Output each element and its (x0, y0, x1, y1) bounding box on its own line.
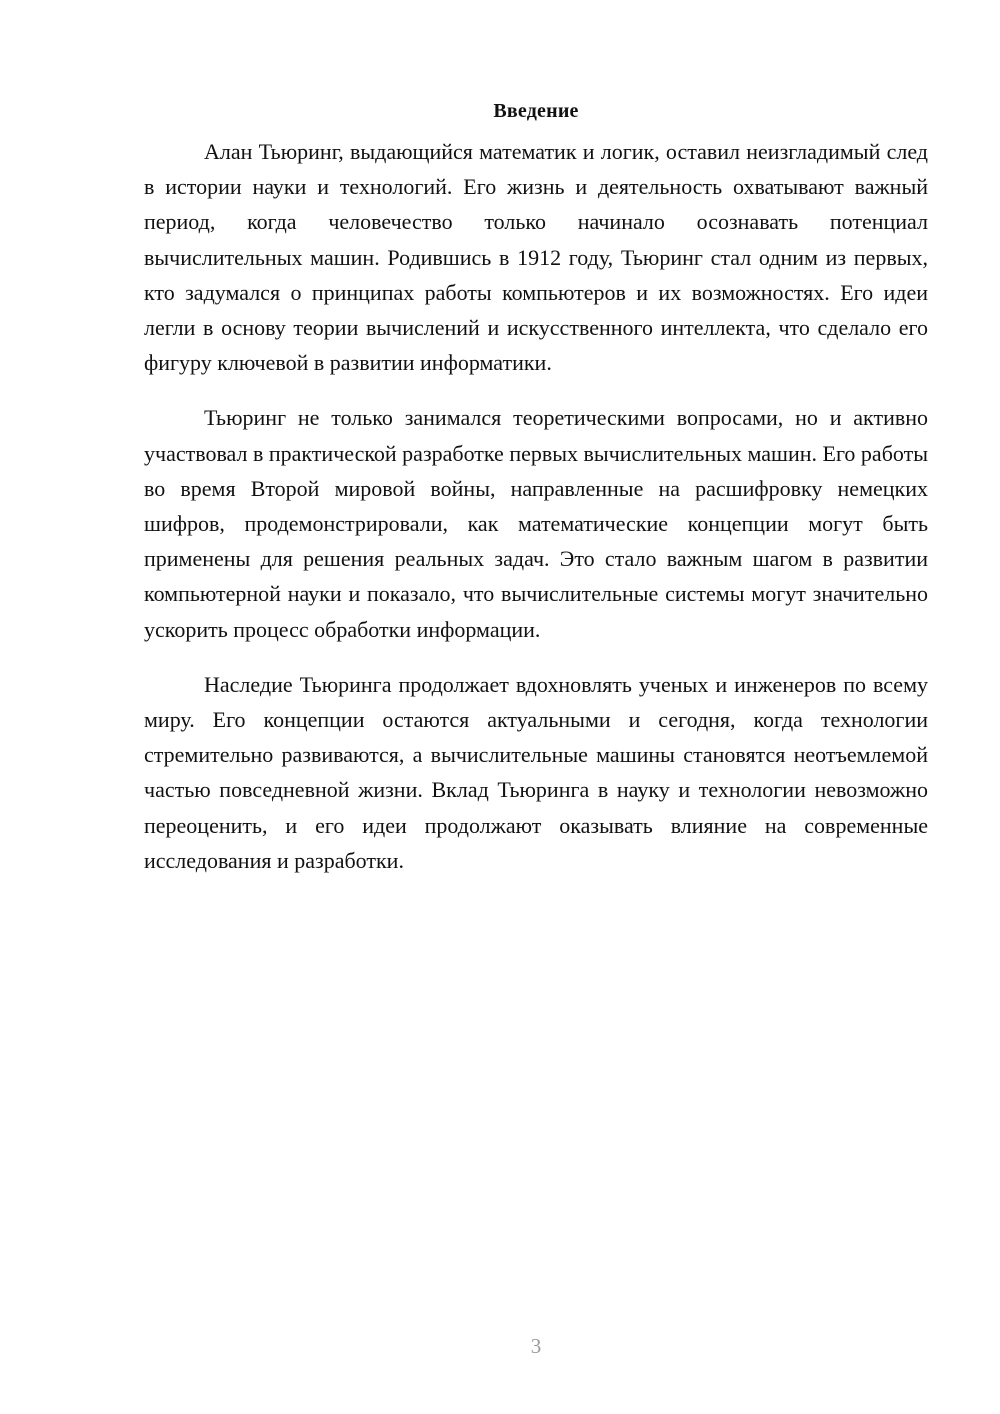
section-heading: Введение (493, 100, 579, 122)
page-number: 3 (530, 1334, 542, 1358)
paragraph-1: Алан Тьюринг, выдающийся математик и логик, оставил неизгладимый след в истории науки и технологий. Его жизнь и деятельность охватывают важный период, когда человечество только начинало осознавать потенциал вычислительных машин. Родившись в 1912 году, Тьюринг стал одним из первых, кто задумался о принципах работы компьютеров и их возможностях. Его идеи легли в основу теории вычислений и искусственного интеллекта, что сделало его фигуру ключевой в развитии информатики. (144, 139, 928, 376)
page-content (144, 96, 928, 898)
paragraph-3: Наследие Тьюринга продолжает вдохновлять ученых и инженеров по всему миру. Его концепции остаются актуальными и сегодня, когда технологии стремительно развиваются, а вычислительные машины становятся неотъемлемой частью повседневной жизни. Вклад Тьюринга в науку и технологии невозможно переоценить, и его идеи продолжают оказывать влияние на современные исследования и разработки. (144, 671, 928, 873)
paragraph-2: Тьюринг не только занимался теоретическими вопросами, но и активно участвовал в практической разработке первых вычислительных машин. Его работы во время Второй мировой войны, направленные на расшифровку немецких шифров, продемонстрировали, как математические концепции могут быть применены для решения реальных задач. Это стало важным шагом в развитии компьютерной науки и показало, что вычислительные системы могут значительно ускорить процесс обработки информации. (144, 405, 928, 642)
